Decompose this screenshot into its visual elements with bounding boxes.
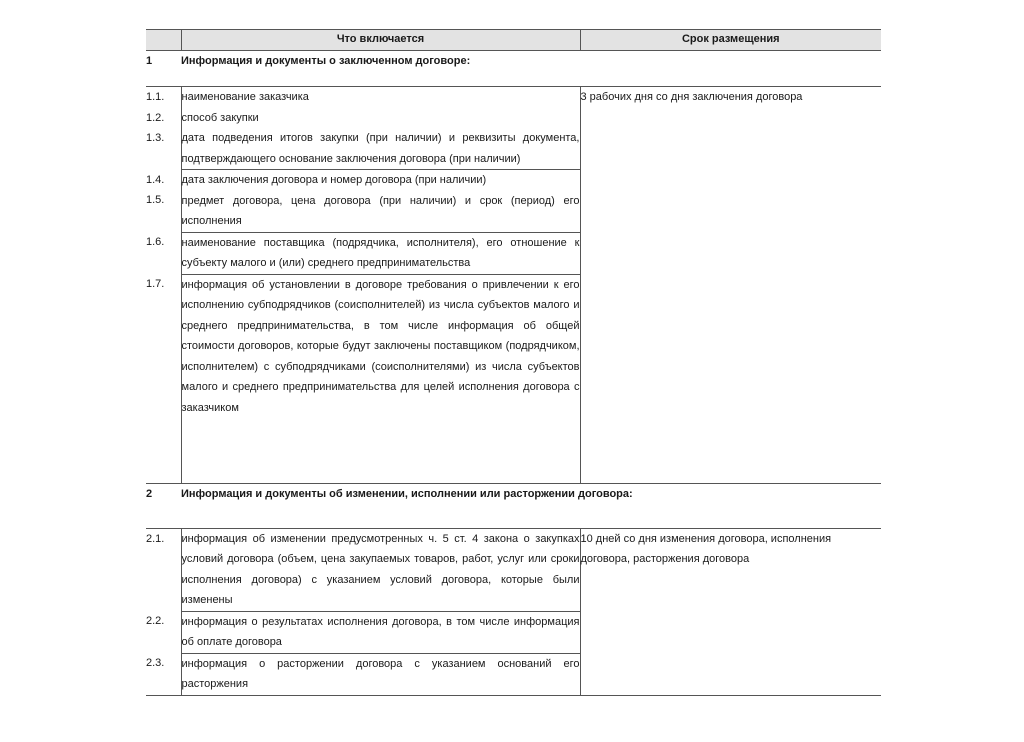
section-1-row xyxy=(146,51,881,87)
item-number: 1.6. xyxy=(146,236,165,248)
section-title: Информация и документы об изменении, исполнении или расторжении договора: xyxy=(181,487,633,500)
item-text: предмет договора, цена договора (при наличии) и срок (период) его исполнения xyxy=(181,194,580,227)
header-row xyxy=(146,30,881,51)
item-number: 1.2. xyxy=(146,111,165,124)
item-text: информация об изменении предусмотренных ч. 5 ст. 4 закона о закупках условий договора (объем, цена закупаемых товаров, работ, услуг или сроки исполнения договора) с указанием условий договора, которые были изменены xyxy=(181,532,580,606)
item-text-cell xyxy=(181,528,580,611)
header-term: Срок размещения xyxy=(580,30,881,51)
item-text-cell xyxy=(181,232,580,274)
section-2-row xyxy=(146,483,881,528)
term-cell: 10 дней со дня изменения договора, исполнения договора, расторжения договора xyxy=(580,532,832,565)
item-numbers xyxy=(146,170,181,233)
term-cell: 3 рабочих дня со дня заключения договора xyxy=(580,91,803,103)
header-num-cell xyxy=(146,30,181,51)
item-number: 1.1. xyxy=(146,91,165,103)
item-number: 1.5. xyxy=(146,194,165,206)
item-number: 2.2. xyxy=(146,615,165,627)
item-text-cell xyxy=(181,170,580,233)
item-text: информация о результатах исполнения договора, в том числе информация об оплате договора xyxy=(181,615,580,648)
table-row xyxy=(146,87,881,170)
item-numbers xyxy=(146,274,181,483)
item-text: информация о расторжении договора с указанием оснований его расторжения xyxy=(181,657,580,690)
item-number: 1.4. xyxy=(146,173,165,186)
item-text-cell xyxy=(181,87,580,170)
item-text-cell xyxy=(181,611,580,653)
item-text-cell xyxy=(181,274,580,483)
item-numbers xyxy=(146,611,181,653)
section-number: 1 xyxy=(146,55,153,67)
item-text: наименование поставщика (подрядчика, исполнителя), его отношение к субъекту малого и (или) среднего предпринимательства xyxy=(181,236,580,269)
section-number: 2 xyxy=(146,487,153,500)
item-text-cell xyxy=(181,653,580,695)
item-text: наименование заказчика xyxy=(181,91,309,103)
item-numbers xyxy=(146,87,181,170)
section-title: Информация и документы о заключенном договоре: xyxy=(181,55,471,67)
item-number: 1.7. xyxy=(146,278,165,290)
item-text: дата подведения итогов закупки (при наличии) и реквизиты документа, подтверждающего основание заключения договора (при наличии) xyxy=(181,132,580,165)
contract-info-table xyxy=(146,29,881,696)
item-numbers xyxy=(146,653,181,695)
header-what: Что включается xyxy=(181,30,580,51)
item-numbers xyxy=(146,528,181,611)
table-row xyxy=(146,528,881,611)
item-numbers xyxy=(146,232,181,274)
item-number: 2.3. xyxy=(146,657,165,669)
item-text: дата заключения договора и номер договора (при наличии) xyxy=(181,174,487,186)
item-text: способ закупки xyxy=(181,111,259,124)
item-number: 2.1. xyxy=(146,532,165,545)
item-number: 1.3. xyxy=(146,132,165,144)
item-text: информация об установлении в договоре требования о привлечении к его исполнению субподрядчиков (соисполнителей) из числа субъектов малого и среднего предпринимательства, в том числе информация об общей стоимости договоров, которые будут заключены поставщиком (подрядчиком, исполнителем) с субподрядчиками (соисполнителями) из числа субъектов малого и среднего предпринимательства для целей исполнения договора с заказчиком xyxy=(181,278,580,414)
